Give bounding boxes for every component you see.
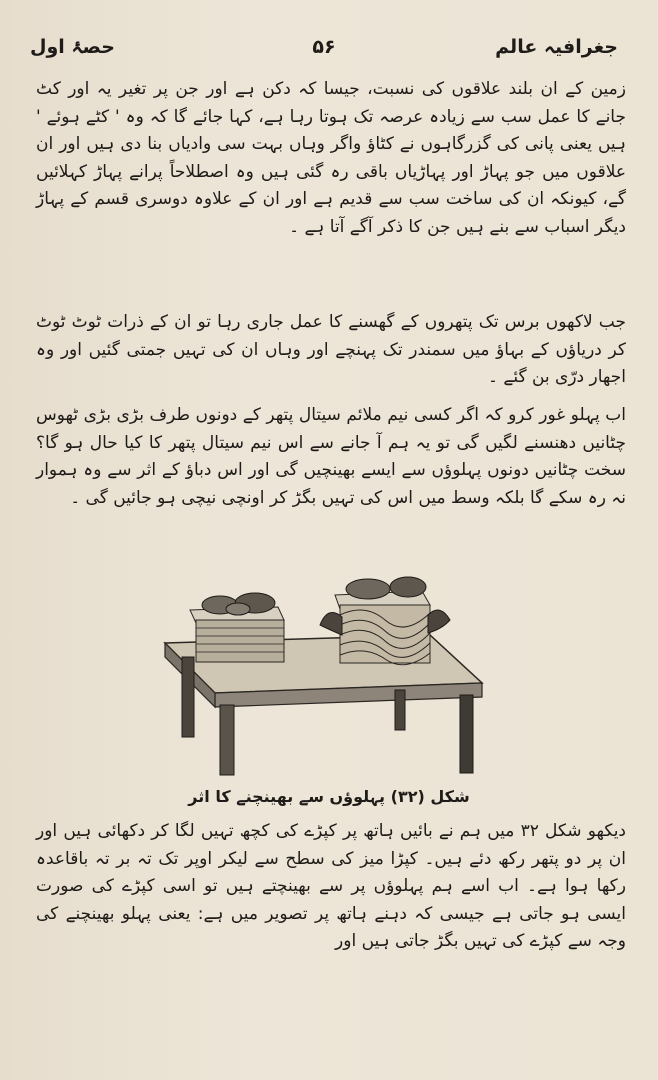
figure-caption: شکل (۳۲) پہلوؤں سے بھینچنے کا اثر [188, 787, 470, 806]
folded-cloth-layers [320, 577, 450, 665]
paragraph-1-text: زمین کے ان بلند علاقوں کی نسبت، جیسا کہ دکن ہے اور جن پر تغیر یہ اور کٹ جانے کا عمل سب سے زیادہ عرصہ تک ہوتا رہا ہے، کہا جائے گا کہ وہ ' کٹے ہوئے ' ہیں یعنی پانی کی گزرگاہوں نے کٹاؤ واگر وہاں بہت سی وادیاں بنا دی ہیں اور ان علاقوں میں جو پہاڑ اور پہاڑیاں باقی رہ گئی ہیں وہ اصطلاحاً پرانے پہاڑ کہلائیں گے، کیونکہ ان کی ساخت سب سے قدیم ہے اور ان کے علاوہ دوسری قسم کے پہاڑ دیگر اسباب سے بنے ہیں جن کا ذکر آگے آتا ہے ۔ [36, 79, 626, 237]
hand [320, 613, 342, 636]
stone [390, 577, 426, 597]
paragraph-3 [36, 402, 626, 512]
flat-cloth-layers [190, 593, 284, 662]
section-label: حصۂ اول [30, 36, 115, 58]
table-leg [220, 705, 234, 775]
paragraph-2 [36, 309, 626, 392]
table-leg [460, 695, 473, 773]
page-header [30, 28, 618, 68]
hand [428, 610, 450, 633]
table-leg [182, 657, 194, 737]
page-number: ۵۶ [312, 36, 336, 58]
paragraph-4 [36, 818, 626, 956]
stone [346, 579, 390, 599]
paragraph-3-text: اب پہلو غور کرو کہ اگر کسی نیم ملائم سیتال پتھر کے دونوں طرف بڑی بڑی ٹھوس چٹانیں دھنسنے لگیں گی تو یہ ہم آ جانے سے اس نیم سیتال پتھر کا کیا حال ہو گا؟ سخت چٹانیں دونوں پہلوؤں سے ایسے بھینچیں گی اور اس دباؤ کے اثر سے وہ ہموار نہ رہ سکے گا بلکہ وسط میں اس کی تہیں بگڑ کر اونچی نیچی ہو جائیں گی ۔ [36, 405, 626, 508]
table-leg [395, 690, 405, 730]
table-with-folded-cloth-illustration [160, 565, 490, 780]
book-title: جغرافیہ عالم [495, 36, 618, 58]
paragraph-2-text: جب لاکھوں برس تک پتھروں کے گھسنے کا عمل جاری رہا تو ان کے ذرات ٹوٹ ٹوٹ کر دریاؤں کے بہاؤ میں سمندر تک پہنچے اور وہاں ان کی تہیں جمتی گئیں اور وہ اجھار درّی بن گئے ۔ [36, 312, 626, 387]
paragraph-4-text: دیکھو شکل ۳۲ میں ہم نے بائیں ہاتھ پر کپڑے کی کچھ تہیں لگا کر دکھائی ہیں اور ان پر دو پتھر رکھ دئے ہیں۔ کپڑا میز کی سطح سے لیکر اوپر تک تہ بر تہ باقاعدہ رکھا ہوا ہے۔ اب اسے ہم پہلوؤں پر سے بھینچتے ہیں تو اسی کپڑے کی صورت ایسی ہو جاتی ہے جیسی کہ دہنے ہاتھ پر تصویر میں ہے: یعنی پہلو بھینچنے کی وجہ سے کپڑے کی تہیں بگڑ جاتی ہیں اور [36, 821, 627, 951]
paragraph-1 [36, 76, 626, 241]
